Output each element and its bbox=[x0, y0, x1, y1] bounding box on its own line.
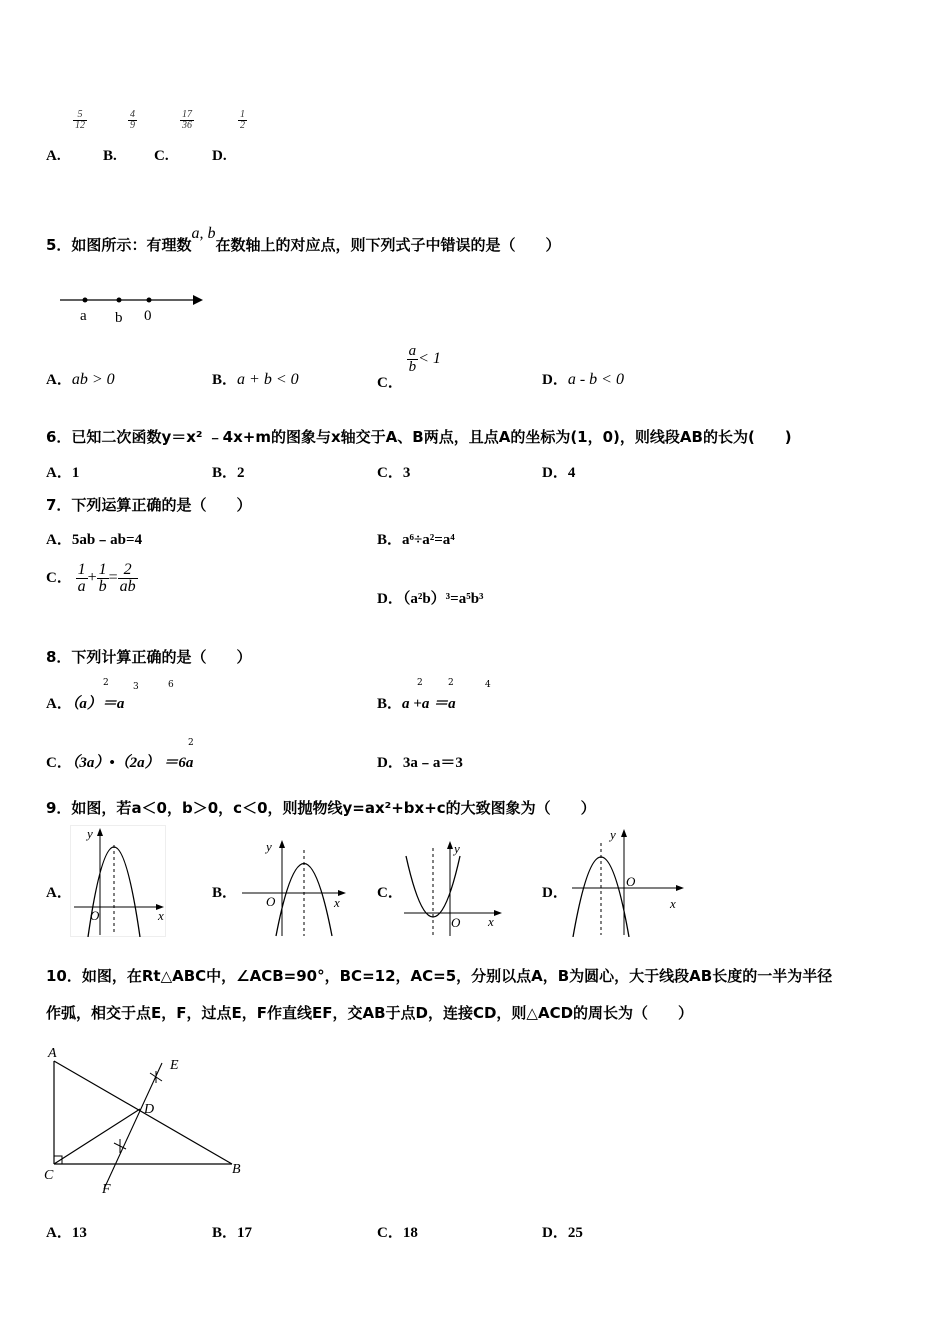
q9-graph-d[interactable] bbox=[568, 825, 686, 937]
q8-a-sup-1: 2 bbox=[103, 678, 109, 688]
segment-cd bbox=[54, 1109, 140, 1164]
svg-text:O: O bbox=[626, 874, 636, 889]
svg-text:y: y bbox=[87, 826, 93, 841]
q7-option-c[interactable]: C． $\frac{1}{a}$ + $\frac{1}{b}$ = $\frac{2}{ab}$ bbox=[46, 561, 136, 595]
q10-option-c[interactable]: C．18 bbox=[377, 1225, 418, 1241]
q7-option-a[interactable]: A．5ab﹣ab=4 bbox=[46, 532, 143, 548]
point-b bbox=[117, 298, 122, 303]
q8-stem: 8．下列计算正确的是（ ） bbox=[46, 648, 252, 666]
q9-graph-a[interactable] bbox=[70, 825, 166, 937]
svg-text:y: y bbox=[266, 839, 272, 854]
arrow-icon bbox=[676, 885, 684, 891]
arrow-icon bbox=[279, 840, 285, 848]
q8-option-b[interactable]: B．a +a ＝a bbox=[377, 696, 456, 712]
point-zero bbox=[147, 298, 152, 303]
svg-text:x: x bbox=[488, 914, 494, 929]
q9-graph-b[interactable] bbox=[238, 836, 348, 938]
q9-option-c-label[interactable]: C． bbox=[377, 885, 403, 901]
q8-b-sup-1: 2 bbox=[417, 678, 423, 688]
label-point-d: D bbox=[144, 1102, 155, 1117]
q7-option-d[interactable]: D．（a²b）³=a⁵b³ bbox=[377, 591, 484, 607]
label-a: a bbox=[80, 308, 87, 324]
q10-stem-line2: 作弧，相交于点E，F，过点E，F作直线EF，交AB于点D，连接CD，则△ACD的周长为（ ） bbox=[46, 1004, 694, 1022]
q9-option-a-label[interactable]: A． bbox=[46, 885, 72, 901]
point-a bbox=[83, 298, 88, 303]
q10-triangle-figure bbox=[40, 1043, 260, 1198]
q8-option-d[interactable]: D．3a﹣a＝3 bbox=[377, 755, 463, 771]
q8-option-c[interactable]: C．（3a）•（2a） ＝6a bbox=[46, 755, 194, 771]
q6-option-c[interactable]: C．3 bbox=[377, 465, 411, 481]
side-ab bbox=[54, 1061, 232, 1164]
q5-option-a[interactable]: A．ab > 0 bbox=[46, 371, 115, 388]
q8-b-sup-2: 2 bbox=[448, 678, 454, 688]
q6-option-d[interactable]: D．4 bbox=[542, 465, 576, 481]
label-b: b bbox=[115, 310, 123, 326]
q9-option-b-label[interactable]: B． bbox=[212, 885, 238, 901]
arrow-right-icon bbox=[193, 295, 203, 305]
q9-option-d-label[interactable]: D． bbox=[542, 885, 568, 901]
svg-text:y: y bbox=[454, 841, 460, 856]
q5-option-c[interactable]: C． $\frac{a}{b}$ < 1 bbox=[377, 343, 441, 391]
q6-option-b[interactable]: B．2 bbox=[212, 465, 245, 481]
q4-label-a[interactable]: A. bbox=[46, 148, 61, 164]
arrow-icon bbox=[621, 829, 627, 837]
q7-option-b[interactable]: B．a⁶÷a²=a⁴ bbox=[377, 532, 455, 548]
label-point-b: B bbox=[232, 1162, 241, 1177]
q8-c-sup: 2 bbox=[188, 738, 194, 748]
q9-graph-c[interactable] bbox=[400, 838, 504, 938]
q10-stem-line1: 10．如图，在Rt△ABC中，∠ACB=90°，BC=12，AC=5，分别以点A，B为圆心，大于线段AB长度的一半为半径 bbox=[46, 967, 833, 985]
q6-stem: 6．已知二次函数y＝x² ﹣4x+m的图象与x轴交于A、B两点，且点A的坐标为(1，0)，则线段AB的长为( ) bbox=[46, 428, 792, 446]
q4-label-b[interactable]: B. bbox=[103, 148, 117, 164]
q4-label-d[interactable]: D. bbox=[212, 148, 227, 164]
svg-text:O: O bbox=[90, 908, 100, 923]
frame bbox=[71, 826, 166, 937]
svg-text:y: y bbox=[610, 827, 616, 842]
q10-option-a[interactable]: A．13 bbox=[46, 1225, 87, 1241]
q8-a-sup-3: 6 bbox=[168, 680, 174, 690]
q10-option-d[interactable]: D．25 bbox=[542, 1225, 583, 1241]
svg-text:x: x bbox=[334, 895, 340, 910]
q5-stem: 5．如图所示：有理数a, b在数轴上的对应点，则下列式子中错误的是（ ） bbox=[46, 225, 561, 254]
q5-number-line bbox=[55, 288, 215, 328]
svg-text:O: O bbox=[266, 894, 276, 909]
label-point-c: C bbox=[44, 1168, 54, 1183]
arrow-icon bbox=[97, 828, 103, 836]
q9-stem: 9．如图，若a＜0，b＞0，c＜0，则抛物线y=ax²+bx+c的大致图象为（ ） bbox=[46, 799, 596, 817]
q7-stem: 7．下列运算正确的是（ ） bbox=[46, 496, 252, 514]
svg-text:x: x bbox=[670, 896, 676, 911]
arrow-icon bbox=[447, 841, 453, 849]
label-point-a: A bbox=[48, 1046, 57, 1061]
label-point-f: F bbox=[102, 1182, 111, 1197]
svg-text:x: x bbox=[158, 908, 164, 923]
q8-b-sup-3: 4 bbox=[485, 680, 491, 690]
q5-option-b[interactable]: B．a + b < 0 bbox=[212, 371, 299, 388]
q4-frac-c: $\frac{17}{36}$ bbox=[182, 109, 192, 131]
q5-option-d[interactable]: D．a - b < 0 bbox=[542, 371, 624, 388]
label-zero: 0 bbox=[144, 308, 152, 324]
label-point-e: E bbox=[170, 1058, 179, 1073]
q8-a-sup-2: 3 bbox=[133, 682, 139, 692]
q4-label-c[interactable]: C. bbox=[154, 148, 169, 164]
q6-option-a[interactable]: A．1 bbox=[46, 465, 80, 481]
svg-text:O: O bbox=[451, 915, 461, 930]
arrow-icon bbox=[494, 910, 502, 916]
q4-frac-b: $\frac{4}{9}$ bbox=[130, 109, 135, 131]
q4-frac-a: $\frac{5}{12}$ bbox=[75, 109, 85, 131]
q4-frac-d: $\frac{1}{2}$ bbox=[240, 109, 245, 131]
q10-option-b[interactable]: B．17 bbox=[212, 1225, 253, 1241]
arc-mark-e bbox=[150, 1071, 162, 1083]
q8-option-a[interactable]: A．（a）＝a bbox=[46, 696, 125, 712]
